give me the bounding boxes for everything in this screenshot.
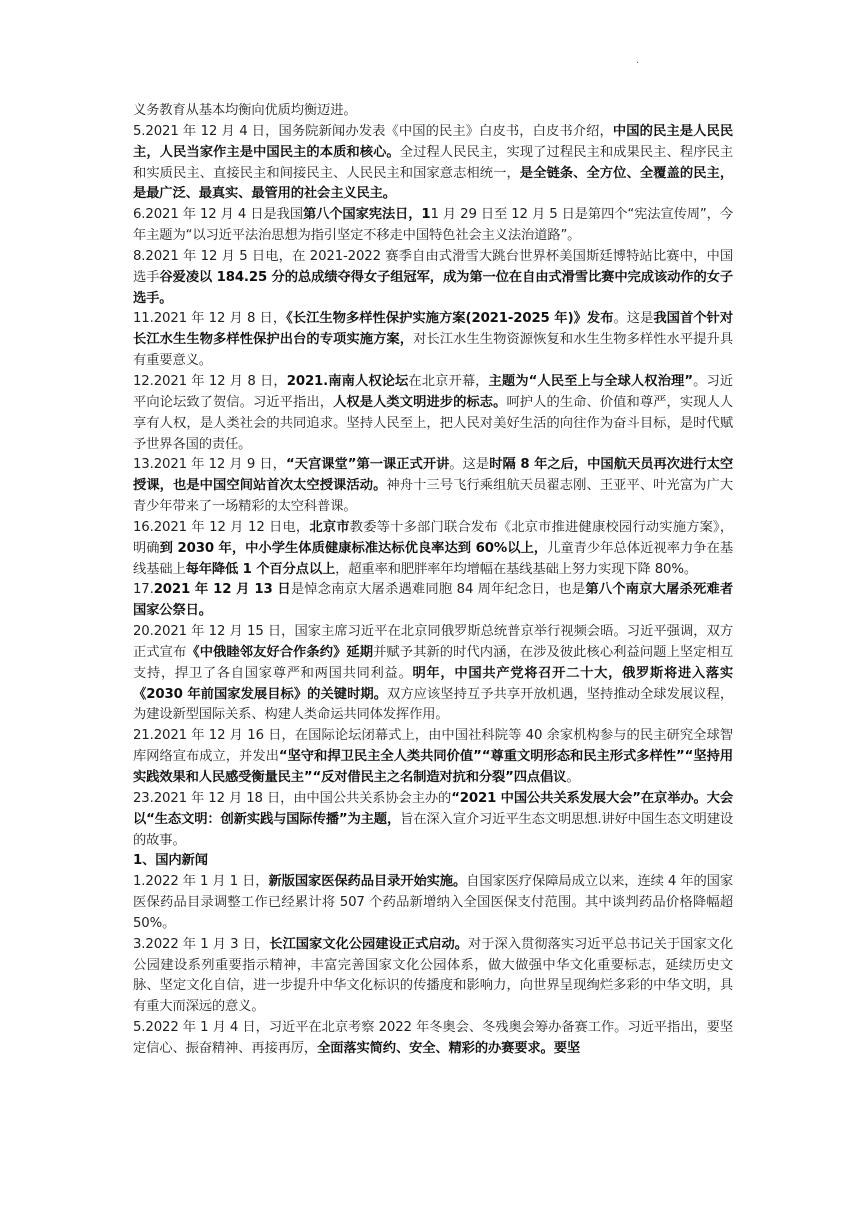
text-run: 1 月 29 日至 12 月 5 日是第四个“宪法宣传周”，今年主题为“以习近平法治思想为指引坚定不移走中国特色社会主义法治道路”。 — [133, 207, 733, 244]
bold-text-run: “坚守和捍卫民主全人类共同价值”“尊重文明形态和民主形式多样性”“坚持用实践效果和人民感受衡量民主”“反对借民主之名制造对抗和分裂”四点倡议 — [133, 749, 733, 785]
text-run: 呵护人的生命、价值和尊严，实现人人享有人权，是人类社会的共同追求。坚持人民至上，把人民对美好生活的向往作为奋斗目标，是时代赋予世界各国的责任。 — [133, 394, 733, 452]
text-run: 12.2021 年 12 月 8 日， — [133, 373, 287, 389]
bold-text-run: 2021.南南人权论坛 — [286, 373, 409, 389]
text-run: 。 — [566, 770, 580, 785]
text-run: 23.2021 年 12 月 18 日，由中国公共关系协会主办的 — [133, 790, 452, 806]
bold-text-run: 第八个国家宪法日，1 — [302, 207, 431, 223]
text-run: 义务教育从基本均衡向优质均衡迈进。 — [133, 103, 357, 118]
text-run: 。这是 — [449, 457, 490, 473]
news-paragraph — [133, 622, 733, 726]
text-run: 16.2021 年 12 月 12 日电， — [133, 519, 310, 535]
bold-text-run: 《长江生物多样性保护实施方案(2021-2025 年)》发布 — [286, 311, 614, 327]
text-run: 对长江水生生物资源恢复和水生生物多样性水平提升具有重要意义。 — [133, 332, 733, 369]
bold-text-run: 北京市 — [309, 519, 350, 535]
bold-text-run: 主题为“人民至上与全球人权治理” — [488, 373, 693, 389]
header-mark: · — [636, 58, 640, 69]
text-run: 6.2021 年 12 月 4 日是我国 — [133, 207, 303, 223]
text-run: 8.2021 年 12 月 5 日电，在 2021-2022 赛季自由式滑雪大跳台世界杯美国斯廷博特站比赛中，中国选手 — [133, 248, 733, 285]
bold-text-run: 谷爱凌以 184.25 分的总成绩夺得女子组冠军，成为第一位在自由式滑雪比赛中完成该动作的女子选手。 — [133, 269, 733, 306]
news-paragraph — [133, 851, 733, 872]
text-run: 自国家医疗保障局成立以来，连续 4 年的国家医保药品目录调整工作已经累计将 507 个药品新增纳入全国医保支付范围。其中谈判药品价格降幅超 50%。 — [133, 874, 734, 931]
text-run: 17. — [133, 582, 154, 598]
bold-text-run: 每年降低 1 个百分点以上 — [185, 561, 336, 577]
bold-text-run: 全面落实简约、安全、精彩的办赛要求。要坚 — [317, 1040, 580, 1056]
text-run: 13.2021 年 12 月 9 日， — [133, 457, 286, 473]
bold-text-run: 是全链条、全方位、全覆盖的民主，是最广泛、最真实、最管用的社会主义民主。 — [133, 165, 733, 202]
bold-text-run: 长江国家文化公园建设正式启动。 — [269, 936, 469, 952]
bold-text-run: 新版国家医保药品目录开始实施。 — [268, 874, 467, 890]
text-run: 。这是 — [613, 311, 654, 327]
bold-text-run: 我国首个针对长江水生生物多样性保护出台的专项实施方案， — [133, 311, 733, 348]
text-run: 是悼念南京大屠杀遇难同胞 84 周年纪念日，也是 — [290, 582, 586, 598]
news-paragraph — [133, 205, 733, 247]
text-run: 并赋予其新的时代内涵，在涉及彼此核心利益问题上坚定相互支持，捍卫了各自国家尊严和两国共同利益。 — [133, 644, 734, 681]
news-paragraph — [133, 372, 733, 455]
news-paragraph — [133, 789, 733, 852]
bold-text-run: 时隔 8 年之后，中国航天员再次进行太空授课，也是中国空间站首次太空授课活动。 — [133, 457, 734, 494]
bold-text-run: 《中俄睦邻友好合作条约》延期 — [186, 644, 374, 660]
news-paragraph — [133, 1018, 733, 1060]
news-paragraph — [133, 247, 733, 310]
text-run: 11.2021 年 12 月 8 日， — [133, 311, 287, 327]
text-run: 21.2021 年 12 月 16 日，在国际论坛闭幕式上，由中国社科院等 40 余家机构参与的民主研究全球智库网络宣布成立，并发出 — [133, 728, 733, 765]
text-run: 5.2021 年 12 月 4 日，国务院新闻办发表《中国的民主》白皮书，白皮书介绍， — [133, 123, 613, 139]
bold-text-run: “2021 中国公共关系发展大会”在京举办。大会以“生态文明：创新实践与国际传播”为主题， — [133, 790, 733, 827]
text-run: 5.2022 年 1 月 4 日，习近平在北京考察 2022 年冬奥会、冬残奥会筹办备赛工作。习近平指出，要坚定信心、振奋精神、再接再厉， — [133, 1020, 733, 1056]
text-run: 。习近平向论坛致了贺信。习近平指出， — [133, 373, 733, 410]
news-paragraph — [133, 872, 733, 935]
bold-text-run: 到 2030 年，中小学生体质健康标准达标优良率达到 60%以上， — [159, 540, 548, 556]
text-run: 20.2021 年 12 月 15 日，国家主席习近平在北京同俄罗斯总统普京举行视频会晤。习近平强调，双方正式宣布 — [133, 624, 733, 660]
bold-text-run: 中国的民主是人民民主，人民当家作主是中国民主的本质和核心。 — [133, 123, 734, 160]
news-paragraph — [133, 935, 733, 1018]
text-run: 儿童青少年总体近视率力争在基线基础上 — [133, 540, 734, 577]
news-paragraph — [133, 580, 733, 622]
bold-text-run: “天宫课堂”第一课正式开讲 — [285, 457, 450, 473]
news-paragraph — [133, 122, 733, 205]
news-paragraph — [133, 726, 733, 789]
text-run: 双方应该坚持互予共享开放机遇，坚持推动全球发展议程，为建设新型国际关系、构建人类命运共同体发挥作用。 — [133, 686, 733, 723]
news-paragraph — [133, 518, 733, 581]
text-run: 对于深入贯彻落实习近平总书记关于国家文化公园建设系列重要指示精神，丰富完善国家文化公园体系，做大做强中华文化重要标志，延续历史文脉、坚定文化自信，进一步提升中华文化标识的传播度和影响力，向世界呈现绚烂多彩的中华文明，具有重大而深远的意义。 — [133, 936, 734, 1015]
news-paragraph — [133, 309, 733, 372]
bold-text-run: 明年，中国共产党将召开二十大，俄罗斯将进入落实《2030 年前国家发展目标》的关键时期。 — [133, 665, 733, 702]
bold-text-run: 人权是人类文明进步的标志。 — [333, 394, 507, 410]
document-body — [133, 101, 733, 1060]
bold-text-run: 2021 年 12 月 13 日 — [153, 582, 291, 598]
text-run: 3.2022 年 1 月 3 日， — [133, 936, 270, 952]
news-paragraph — [133, 101, 733, 122]
text-run: ，超重率和肥胖率年均增幅在基线基础上努力实现下降 80%。 — [335, 561, 697, 577]
text-run: 神舟十三号飞行乘组航天员翟志刚、王亚平、叶光富为广大青少年带来了一场精彩的太空科普课。 — [133, 478, 733, 515]
text-run: 全过程人民民主，实现了过程民主和成果民主、程序民主和实质民主、直接民主和间接民主、人民民主和国家意志相统一， — [133, 144, 734, 181]
news-paragraph — [133, 455, 733, 518]
bold-text-run: 第八个南京大屠杀死难者国家公祭日。 — [133, 582, 734, 619]
text-run: 在北京开幕， — [408, 373, 489, 389]
text-run: 1.2022 年 1 月 1 日， — [133, 874, 269, 890]
text-run: 旨在深入宣介习近平生态文明思想.讲好中国生态文明建设的故事。 — [133, 811, 734, 848]
bold-text-run: 1、国内新闻 — [133, 853, 208, 869]
text-run: 教委等十多部门联合发布《北京市推进健康校园行动实施方案》，明确 — [133, 519, 734, 556]
